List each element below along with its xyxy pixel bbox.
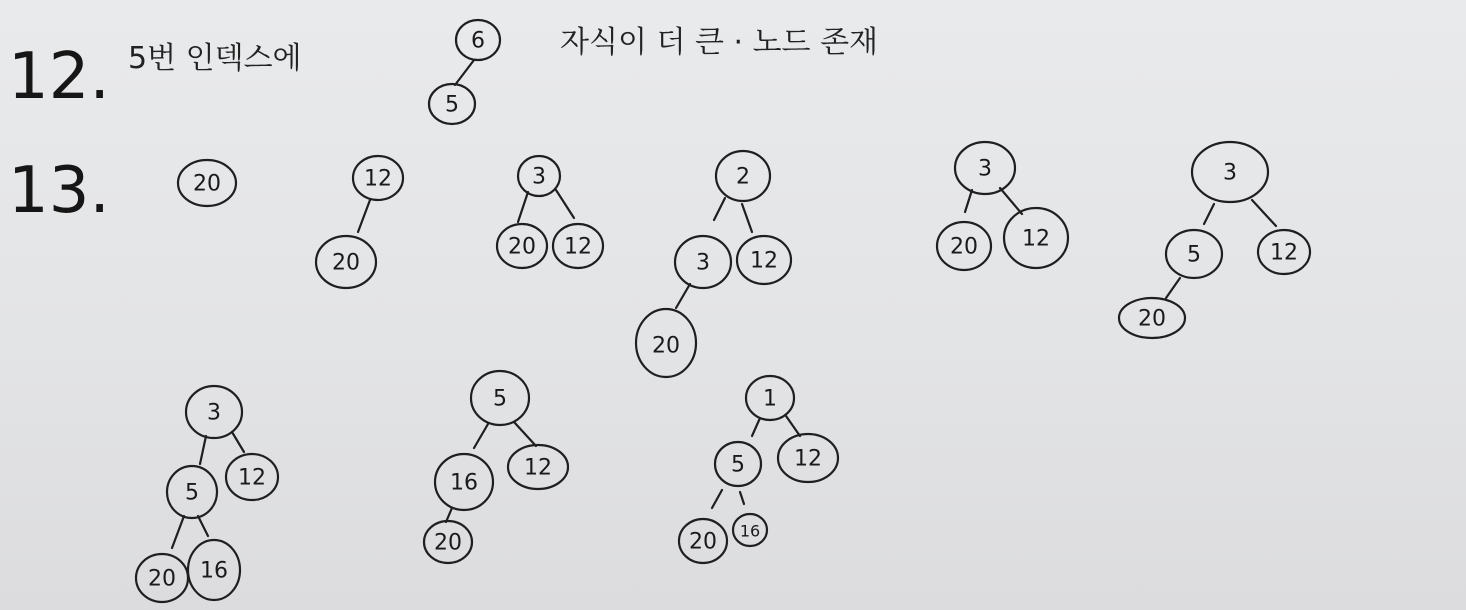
node-label: 5 — [445, 92, 459, 118]
heap-tree-3 — [497, 156, 603, 268]
node-label: 3 — [978, 156, 992, 182]
node-label: 12 — [1270, 240, 1298, 266]
node-label: 5 — [731, 452, 745, 478]
node-label: 16 — [200, 558, 228, 584]
node-label: 20 — [1138, 306, 1166, 332]
problem-12-tree — [429, 20, 500, 124]
node-label: 12 — [794, 446, 822, 472]
node-label: 2 — [736, 164, 750, 190]
node-label: 5 — [493, 386, 507, 412]
node-label: 5 — [185, 480, 199, 506]
node-label: 3 — [696, 250, 710, 276]
node-label: 12 — [750, 248, 778, 274]
node-label: 20 — [950, 234, 978, 260]
node-label: 12 — [238, 465, 266, 491]
heap-tree-8 — [424, 371, 568, 563]
problem-13-number: 13. — [8, 154, 110, 228]
heap-tree-9 — [679, 376, 838, 563]
heap-tree-1 — [178, 160, 236, 206]
heap-tree-2 — [316, 156, 403, 288]
heap-tree-6 — [1119, 142, 1310, 338]
problem-12-note-prefix: 5번 인덱스에 — [128, 41, 302, 76]
node-label: 20 — [652, 333, 680, 359]
node-label: 20 — [148, 566, 176, 592]
node-label: 20 — [434, 530, 462, 556]
node-label: 16 — [739, 521, 761, 541]
node-label: 20 — [689, 529, 717, 555]
node-label: 3 — [1223, 160, 1237, 186]
node-label: 12 — [524, 455, 552, 481]
node-label: 3 — [207, 400, 221, 426]
heap-tree-4 — [636, 151, 791, 377]
node-label: 12 — [364, 166, 392, 192]
problem-12-note-suffix: 자식이 더 큰 · 노드 존재 — [560, 25, 879, 60]
node-label: 20 — [332, 250, 360, 276]
node-label: 12 — [564, 234, 592, 260]
node-label: 6 — [471, 28, 485, 54]
node-label: 5 — [1187, 242, 1201, 268]
node-label: 12 — [1022, 226, 1050, 252]
node-label: 20 — [193, 171, 221, 197]
node-label: 3 — [532, 164, 546, 190]
heap-tree-5 — [937, 142, 1068, 270]
node-label: 20 — [508, 234, 536, 260]
heap-tree-7 — [136, 386, 278, 602]
problem-12-number: 12. — [8, 40, 110, 114]
node-label: 1 — [763, 386, 777, 412]
node-label: 16 — [450, 470, 478, 496]
